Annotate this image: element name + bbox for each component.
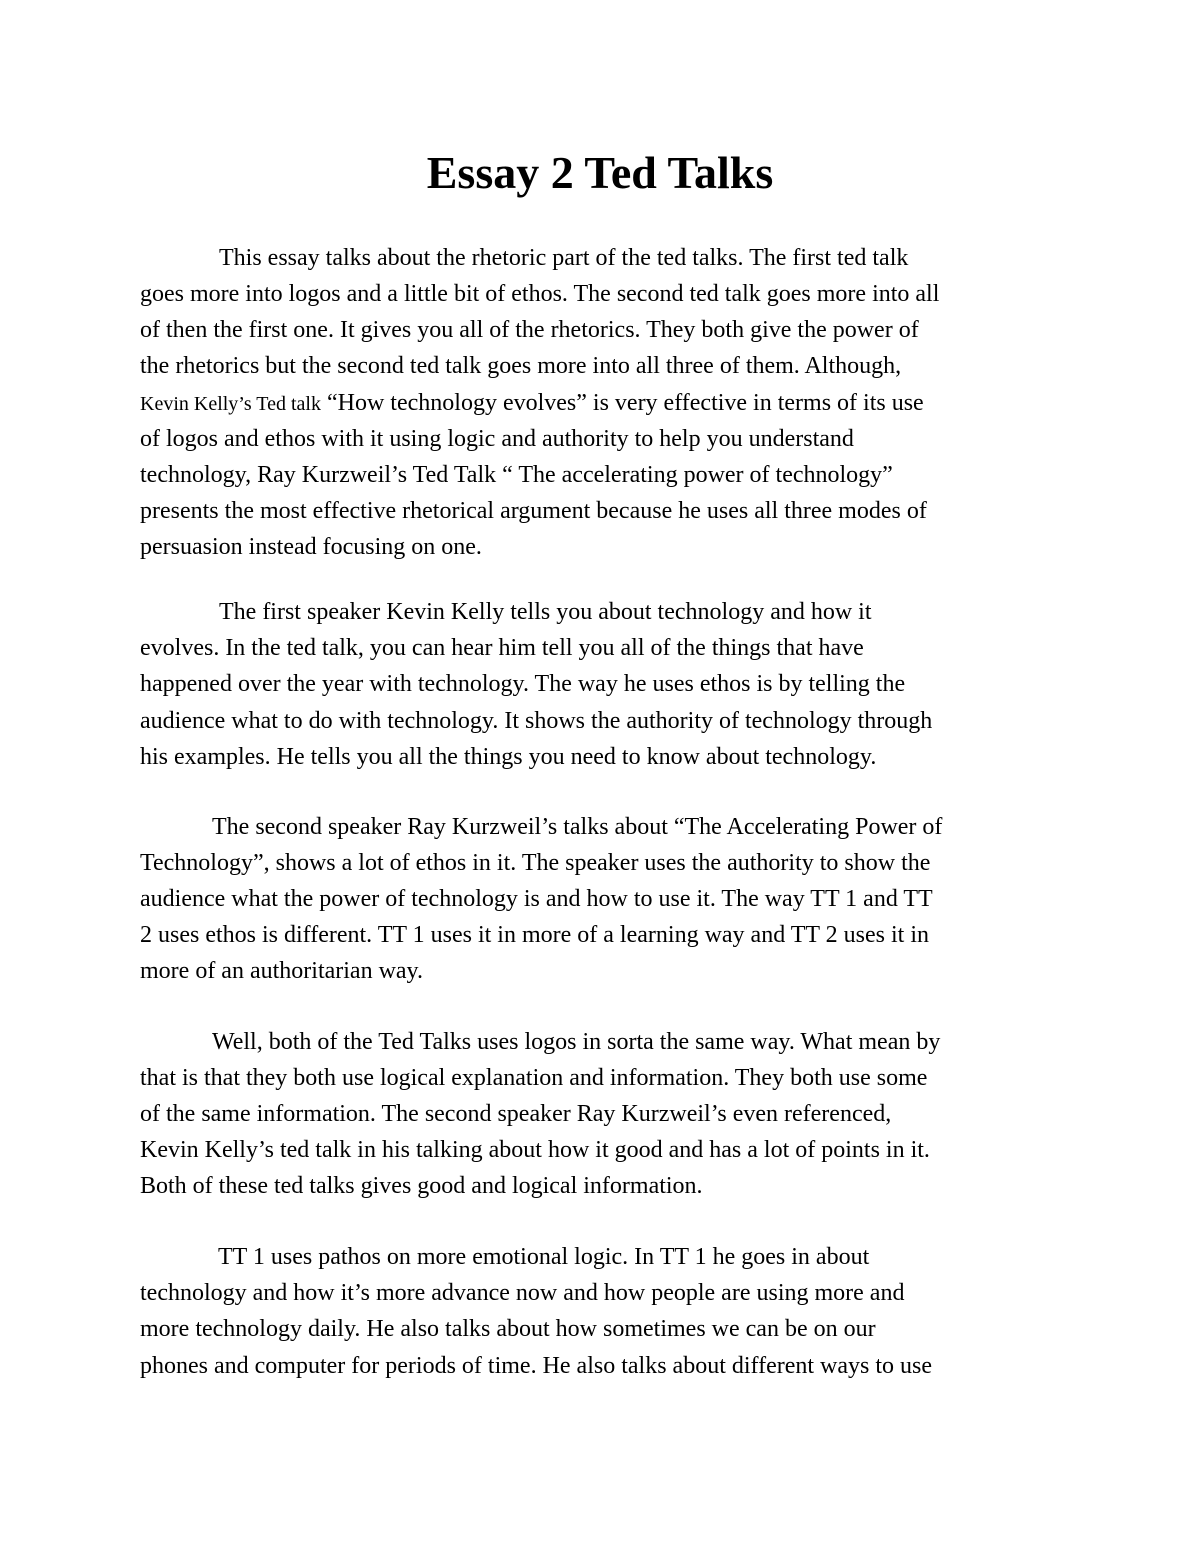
text-line: Well, both of the Ted Talks uses logos in sorta the same way. What mean by	[212, 1029, 941, 1055]
text-line: his examples. He tells you all the things you need to know about technology.	[140, 744, 877, 770]
text-line: the rhetorics but the second ted talk goes more into all three of them. Although,	[140, 353, 902, 379]
text-line: that is that they both use logical explanation and information. They both use some	[140, 1065, 928, 1091]
text-line: This essay talks about the rhetoric part of the ted talks. The first ted talk	[219, 245, 909, 271]
text-line: 2 uses ethos is different. TT 1 uses it in more of a learning way and TT 2 uses it in	[140, 922, 929, 948]
text-line: audience what the power of technology is and how to use it. The way TT 1 and TT	[140, 886, 933, 912]
text-line: of logos and ethos with it using logic and authority to help you understand	[140, 426, 854, 452]
text-line-rest: “How technology evolves” is very effective in terms of its use	[326, 390, 924, 416]
inline-small-text: Kevin Kelly’s Ted talk	[140, 393, 321, 415]
text-line: technology, Ray Kurzweil’s Ted Talk “ The accelerating power of technology”	[140, 462, 893, 488]
text-line: goes more into logos and a little bit of ethos. The second ted talk goes more into all	[140, 281, 940, 307]
text-line: more of an authoritarian way.	[140, 958, 423, 984]
text-line: of the same information. The second speaker Ray Kurzweil’s even referenced,	[140, 1101, 892, 1127]
text-line: technology and how it’s more advance now and how people are using more and	[140, 1280, 905, 1306]
document-title: Essay 2 Ted Talks	[426, 147, 774, 198]
text-line: evolves. In the ted talk, you can hear him tell you all of the things that have	[140, 635, 864, 661]
text-line: Both of these ted talks gives good and logical information.	[140, 1173, 703, 1199]
text-line: happened over the year with technology. The way he uses ethos is by telling the	[140, 671, 906, 697]
text-line: The first speaker Kevin Kelly tells you about technology and how it	[219, 599, 872, 625]
text-line: The second speaker Ray Kurzweil’s talks about “The Accelerating Power of	[212, 814, 943, 840]
text-line: persuasion instead focusing on one.	[140, 534, 482, 560]
text-line: of then the first one. It gives you all of the rhetorics. They both give the power of	[140, 317, 919, 343]
text-line: audience what to do with technology. It shows the authority of technology through	[140, 708, 933, 734]
text-line	[140, 388, 924, 419]
text-line: more technology daily. He also talks about how sometimes we can be on our	[140, 1316, 876, 1342]
text-line: TT 1 uses pathos on more emotional logic. In TT 1 he goes in about	[218, 1244, 870, 1270]
text-line: Technology”, shows a lot of ethos in it. The speaker uses the authority to show the	[140, 850, 931, 876]
text-line: Kevin Kelly’s ted talk in his talking about how it good and has a lot of points in it.	[140, 1137, 930, 1163]
text-line: phones and computer for periods of time. He also talks about different ways to use	[140, 1353, 933, 1379]
text-line: presents the most effective rhetorical argument because he uses all three modes of	[140, 498, 927, 524]
